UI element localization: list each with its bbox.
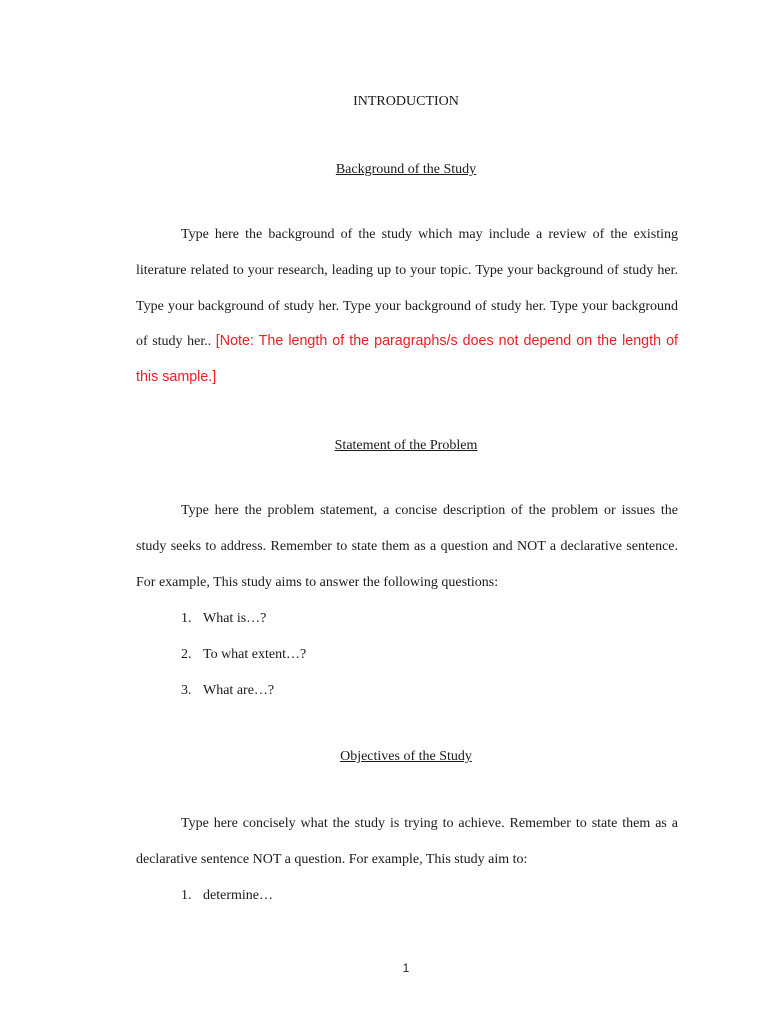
section-heading-objectives: Objectives of the Study [340, 749, 472, 764]
list-item-text: To what extent…? [203, 647, 307, 662]
list-item-number: 1. [181, 888, 192, 903]
list-item-text: What is…? [203, 611, 267, 626]
list-item-text: determine… [203, 888, 273, 903]
list-item-number: 2. [181, 647, 192, 662]
section-heading-problem: Statement of the Problem [334, 438, 478, 453]
note-text: [Note: The length of the paragraphs/s does not depend on the length of this sample.] [136, 333, 678, 386]
list-item-text: What are…? [203, 683, 275, 698]
paragraph-problem: Type here the problem statement, a concise description of the problem or issues the study seeks to address. Remember to state them as a question and NOT a declarative sentence. For example, This study aims to answer the following questions: [136, 503, 678, 590]
list-item [181, 610, 266, 628]
list-item-number: 1. [181, 611, 192, 626]
list-item [181, 887, 273, 905]
list-item [181, 646, 306, 664]
paragraph-background-text: Type here the background of the study which may include a review of the existing literature related to your research, leading up to your topic. Type your background of study her. Type your background of study her. Type your background of study her. Type your background of study her.. [136, 227, 678, 350]
section-heading-background: Background of the Study [335, 162, 477, 177]
page-title: INTRODUCTION [353, 94, 459, 109]
list-item-number: 3. [181, 683, 192, 698]
list-item [181, 682, 274, 700]
paragraph-objectives: Type here concisely what the study is trying to achieve. Remember to state them as a declarative sentence NOT a question. For example, This study aim to: [136, 816, 678, 867]
page-number: 1 [402, 961, 410, 975]
paragraph-background [136, 217, 678, 396]
